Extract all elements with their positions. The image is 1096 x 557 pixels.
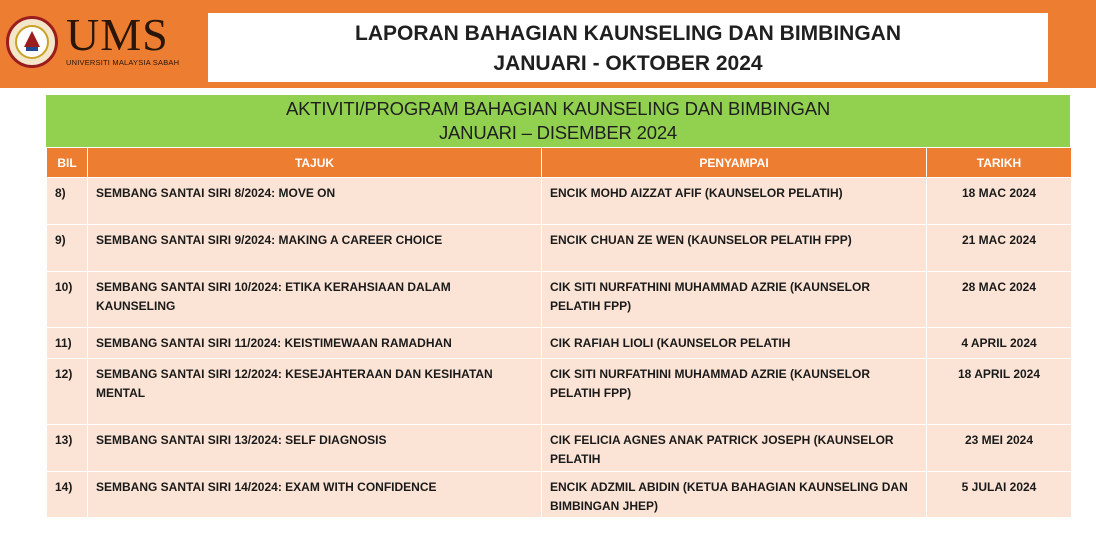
column-header-bil: BIL (47, 148, 88, 178)
table-row (47, 472, 1072, 518)
cell-tajuk: SEMBANG SANTAI SIRI 8/2024: MOVE ON (88, 178, 542, 225)
university-seal-icon (6, 16, 58, 68)
university-logo (66, 9, 180, 67)
cell-tarikh: 21 MAC 2024 (927, 225, 1072, 272)
cell-tajuk: SEMBANG SANTAI SIRI 10/2024: ETIKA KERAHSIAAN DALAM KAUNSELING (88, 272, 542, 328)
column-header-tajuk: TAJUK (88, 148, 542, 178)
column-header-penyampai: PENYAMPAI (542, 148, 927, 178)
cell-bil: 12) (47, 359, 88, 425)
cell-penyampai: CIK SITI NURFATHINI MUHAMMAD AZRIE (KAUNSELOR PELATIH FPP) (542, 272, 927, 328)
table-row (47, 178, 1072, 225)
cell-tarikh: 4 APRIL 2024 (927, 328, 1072, 359)
cell-tajuk: SEMBANG SANTAI SIRI 9/2024: MAKING A CAREER CHOICE (88, 225, 542, 272)
cell-tajuk: SEMBANG SANTAI SIRI 12/2024: KESEJAHTERAAN DAN KESIHATAN MENTAL (88, 359, 542, 425)
table-row (47, 272, 1072, 328)
section-period: JANUARI – DISEMBER 2024 (438, 122, 678, 143)
cell-penyampai: CIK SITI NURFATHINI MUHAMMAD AZRIE (KAUNSELOR PELATIH FPP) (542, 359, 927, 425)
report-period: JANUARI - OKTOBER 2024 (493, 52, 763, 75)
cell-bil: 14) (47, 472, 88, 518)
cell-bil: 9) (47, 225, 88, 272)
cell-bil: 10) (47, 272, 88, 328)
column-header-tarikh: TARIKH (927, 148, 1072, 178)
activity-table (46, 147, 1072, 518)
table-header-row (47, 148, 1072, 178)
table-row (47, 425, 1072, 472)
cell-bil: 8) (47, 178, 88, 225)
cell-penyampai: CIK RAFIAH LIOLI (KAUNSELOR PELATIH (542, 328, 927, 359)
cell-tarikh: 18 MAC 2024 (927, 178, 1072, 225)
cell-tarikh: 18 APRIL 2024 (927, 359, 1072, 425)
cell-tajuk: SEMBANG SANTAI SIRI 14/2024: EXAM WITH CONFIDENCE (88, 472, 542, 518)
report-title: LAPORAN BAHAGIAN KAUNSELING DAN BIMBINGAN (355, 22, 901, 45)
cell-tajuk: SEMBANG SANTAI SIRI 11/2024: KEISTIMEWAAN RAMADHAN (88, 328, 542, 359)
cell-tajuk: SEMBANG SANTAI SIRI 13/2024: SELF DIAGNOSIS (88, 425, 542, 472)
section-title: AKTIVITI/PROGRAM BAHAGIAN KAUNSELING DAN BIMBINGAN (285, 98, 831, 119)
logo-subtitle: UNIVERSITI MALAYSIA SABAH (66, 58, 180, 67)
cell-bil: 11) (47, 328, 88, 359)
cell-bil: 13) (47, 425, 88, 472)
cell-tarikh: 23 MEI 2024 (927, 425, 1072, 472)
cell-penyampai: ENCIK CHUAN ZE WEN (KAUNSELOR PELATIH FPP) (542, 225, 927, 272)
cell-penyampai: ENCIK MOHD AIZZAT AFIF (KAUNSELOR PELATIH) (542, 178, 927, 225)
cell-tarikh: 5 JULAI 2024 (927, 472, 1072, 518)
logo-name: UMS (66, 9, 169, 60)
table-row (47, 359, 1072, 425)
cell-penyampai: ENCIK ADZMIL ABIDIN (KETUA BAHAGIAN KAUNSELING DAN BIMBINGAN JHEP) (542, 472, 927, 518)
table-row (47, 225, 1072, 272)
report-title-box (208, 13, 1048, 82)
section-heading (46, 95, 1070, 147)
cell-tarikh: 28 MAC 2024 (927, 272, 1072, 328)
cell-penyampai: CIK FELICIA AGNES ANAK PATRICK JOSEPH (KAUNSELOR PELATIH (542, 425, 927, 472)
table-row (47, 328, 1072, 359)
header-bar (0, 0, 1096, 88)
